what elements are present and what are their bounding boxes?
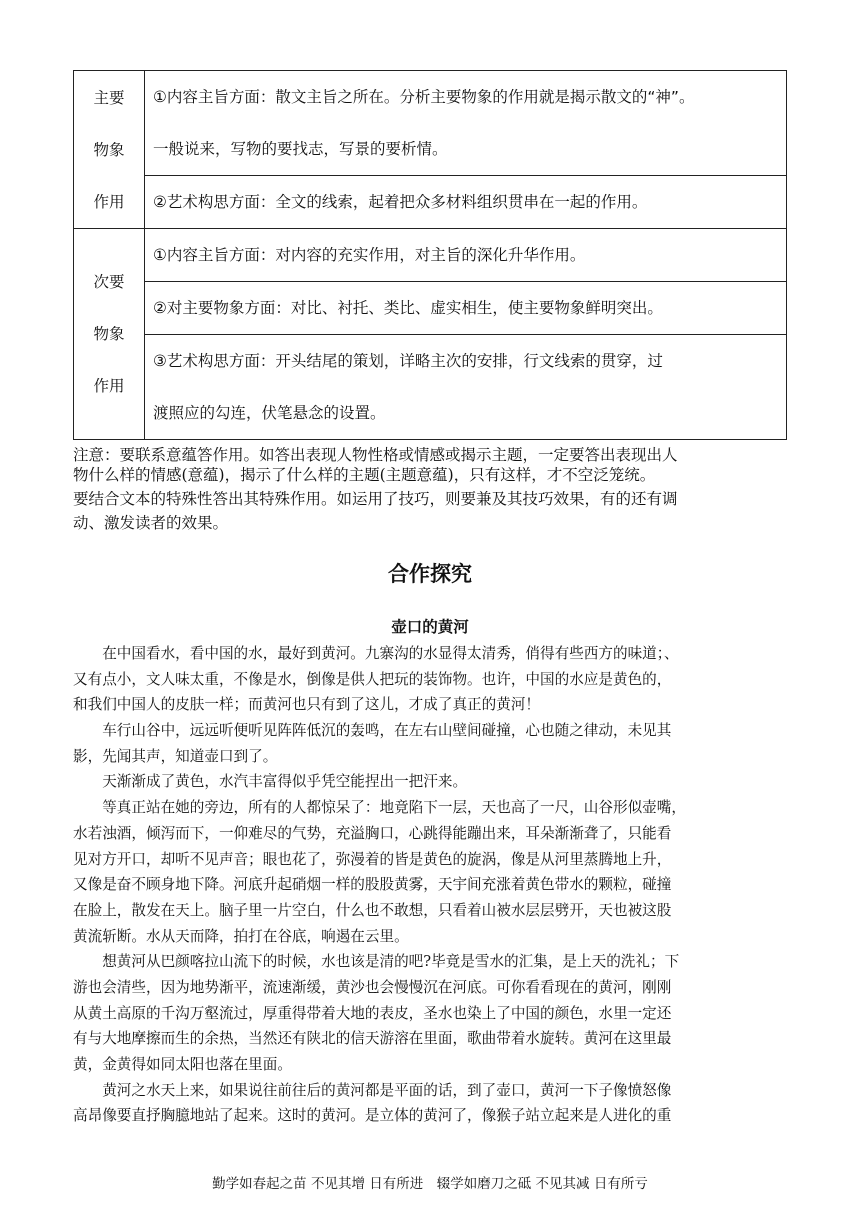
essay-line: 影，先闻其声，知道壶口到了。: [73, 747, 278, 765]
essay-line: 又有点小，文人味太重，不像是水，倒像是供人把玩的装饰物。也许，中国的水应是黄色的，: [73, 670, 672, 688]
note-line: 注意：要联系意蕴答作用。如答出表现人物性格或情感或揭示主题，一定要答出表现出人: [73, 446, 678, 464]
essay-line: 在脸上，散发在天上。脑子里一片空白，什么也不敢想，只看着山被水层层劈开，天也被这股: [73, 901, 672, 919]
essay-line: 有与大地摩擦而生的余热，当然还有陕北的信天游溶在里面，歌曲带着水旋转。黄河在这里最: [73, 1030, 672, 1048]
note-line: 动、激发读者的效果。: [73, 514, 229, 532]
table-row: [74, 335, 787, 440]
note-line: 要结合文本的特殊性答出其特殊作用。如运用了技巧，则要兼及其技巧效果，有的还有调: [73, 490, 678, 508]
essay-line: 黄流斩断。水从天而降，拍打在谷底，响遏在云里。: [73, 927, 409, 945]
table-cell: ①内容主旨方面：散文主旨之所在。分析主要物象的作用就是揭示散文的“神”。 一般说来，写物的要找志，写景的要析情。: [145, 71, 787, 176]
table-row: [74, 176, 787, 229]
essay-line: 从黄土高原的千沟万壑流过，厚重得带着大地的表皮，圣水也染上了中国的颜色，水里一定还: [73, 1004, 672, 1022]
object-role-table: [73, 70, 787, 440]
essay-line: 见对方开口，却听不见声音；眼也花了，弥漫着的皆是黄色的旋涡，像是从河里蒸腾地上升，: [73, 850, 672, 868]
essay-line: 天渐渐成了黄色，水汽丰富得似乎凭空能捏出一把汗来。: [73, 773, 468, 791]
essay-line: 水若浊酒，倾泻而下，一仰难尽的气势，充溢胸口，心跳得能蹦出来，耳朵渐渐聋了，只能看: [73, 824, 672, 842]
essay-line: 等真正站在她的旁边，所有的人都惊呆了：地竟陷下一层，天也高了一尺，山谷形似壶嘴，: [73, 799, 686, 817]
essay-line: 黄河之水天上来，如果说往前往后的黄河都是平面的话，到了壶口，黄河一下子像愤怒像: [73, 1081, 672, 1099]
essay-line: 黄，金黄得如同太阳也落在里面。: [73, 1056, 292, 1073]
table-row: [74, 282, 787, 335]
essay-line: 游也会清些，因为地势渐平，流速渐缓，黄沙也会慢慢沉在河底。可你看看现在的黄河，刚刚: [73, 978, 672, 996]
essay-line: 高昂像要直抒胸臆地站了起来。这时的黄河。是立体的黄河了，像猴子站立起来是人进化的重: [73, 1107, 672, 1125]
essay-line: 在中国看水，看中国的水，最好到黄河。九寨沟的水显得太清秀，俏得有些西方的味道；、: [73, 645, 679, 662]
primary-object-role-label: 主要 物象 作用: [74, 71, 145, 229]
table-row: [74, 229, 787, 282]
table-cell: ②对主要物象方面：对比、衬托、类比、虚实相生，使主要物象鲜明突出。: [145, 282, 787, 335]
table-cell: ②艺术构思方面：全文的线索，起着把众多材料组织贯串在一起的作用。: [145, 176, 787, 229]
secondary-object-role-label: 次要 物象 作用: [74, 229, 145, 440]
essay-line: 又像是奋不顾身地下降。河底升起硝烟一样的股股黄雾，天宇间充涨着黄色带水的颗粒，碰撞: [73, 876, 672, 894]
table-row: [74, 71, 787, 176]
essay-line: 和我们中国人的皮肤一样；而黄河也只有到了这儿，才成了真正的黄河！: [73, 696, 541, 714]
essay-title: 壶口的黄河: [391, 618, 469, 636]
essay-body: [73, 641, 789, 1129]
note-line: 物什么样的情感(意蕴)，揭示了什么样的主题(主题意蕴)，只有这样，才不空泛笼统。: [73, 466, 656, 484]
essay-line: 想黄河从巴颜喀拉山流下的时候，水也该是清的吧?毕竟是雪水的汇集，是上天的洗礼；下: [73, 953, 680, 971]
table-cell: ①内容主旨方面：对内容的充实作用，对主旨的深化升华作用。: [145, 229, 787, 282]
page-footer-motto: 勤学如春起之苗 不见其增 日有所进 辍学如磨刀之砥 不见其减 日有所亏: [212, 1176, 648, 1192]
table-cell: ③艺术构思方面：开头结尾的策划，详略主次的安排，行文线索的贯穿，过 渡照应的勾连，伏笔悬念的设置。: [145, 335, 787, 440]
section-title: 合作探究: [388, 562, 472, 586]
essay-line: 车行山谷中，远远听便听见阵阵低沉的轰鸣，在左右山壁间碰撞，心也随之律动，未见其: [73, 722, 672, 740]
